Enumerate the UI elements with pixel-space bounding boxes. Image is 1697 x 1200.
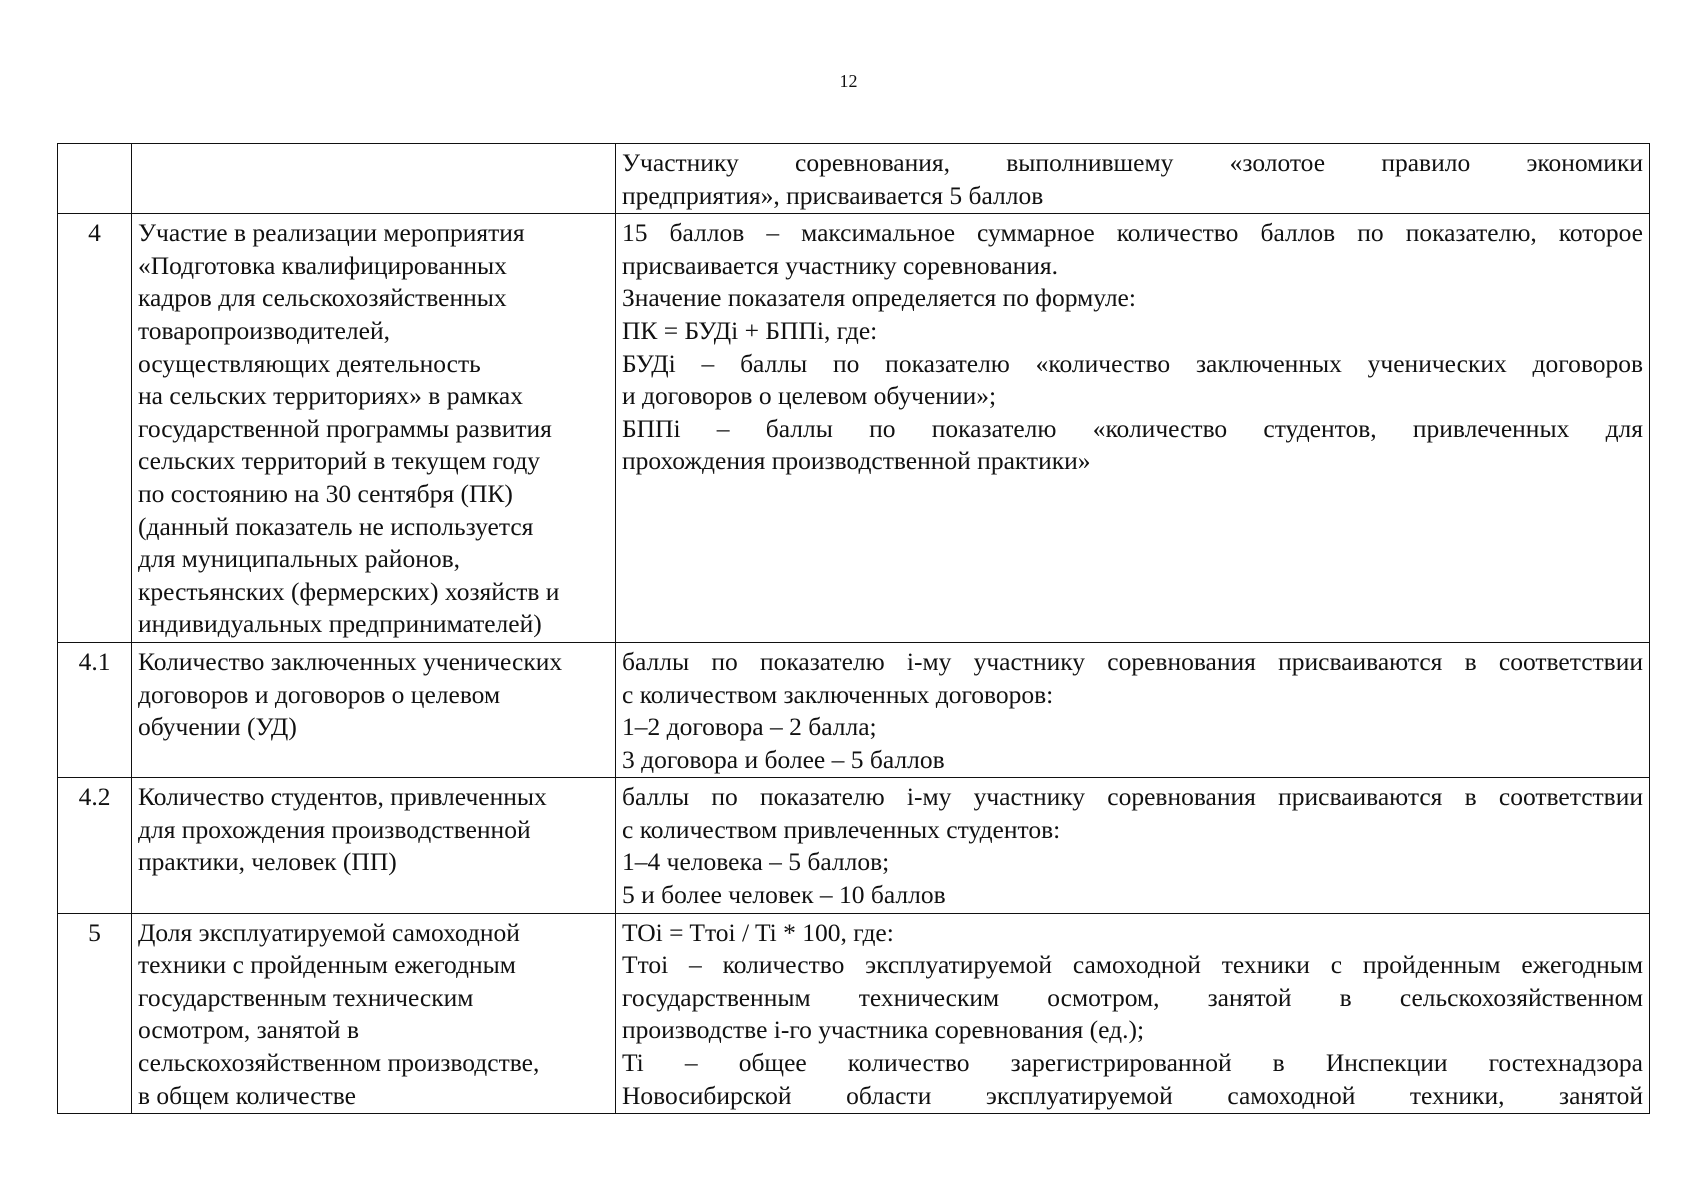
- indicator-name-line: государственной программы развития: [138, 413, 552, 443]
- table-row: [58, 214, 1650, 643]
- indicator-name-line: кадров для сельскохозяйственных: [138, 283, 507, 313]
- indicator-name-cell: [132, 144, 616, 214]
- indicator-name-line: договоров и договоров о целевом: [138, 679, 501, 709]
- row-number-cell: 5: [58, 913, 132, 1114]
- scoring-description-line: Новосибирской области эксплуатируемой самоходной техники, занятой: [622, 1080, 1643, 1110]
- scoring-description-line: 3 договора и более – 5 баллов: [622, 744, 945, 774]
- scoring-description-line: БУДi – баллы по показателю «количество заключенных ученических договоров: [622, 348, 1643, 378]
- scoring-description-line: государственным техническим осмотром, занятой в сельскохозяйственном: [622, 982, 1643, 1012]
- page-number: 12: [839, 71, 858, 91]
- scoring-description-line: 1–2 договора – 2 балла;: [622, 712, 877, 742]
- scoring-description-line: Tтоi – количество эксплуатируемой самоходной техники с пройденным ежегодным: [622, 950, 1643, 980]
- scoring-description-line: производстве i-го участника соревнования (ед.);: [622, 1015, 1145, 1045]
- scoring-description-cell: [616, 642, 1650, 777]
- table-row: [58, 913, 1650, 1114]
- indicator-name-line: сельскохозяйственном производстве,: [138, 1048, 540, 1078]
- indicator-name-cell: [132, 214, 616, 643]
- scoring-description-line: БППi – баллы по показателю «количество студентов, привлеченных для: [622, 413, 1643, 443]
- indicator-name-cell: [132, 913, 616, 1114]
- scoring-description-cell: [616, 778, 1650, 913]
- indicator-name-line: практики, человек (ПП): [138, 847, 397, 877]
- indicator-name-line: крестьянских (фермерских) хозяйств и: [138, 576, 560, 606]
- indicator-name-line: осуществляющих деятельность: [138, 348, 481, 378]
- scoring-description-line: баллы по показателю i-му участнику соревнования присваиваются в соответствии: [622, 782, 1643, 812]
- indicator-name-line: Доля эксплуатируемой самоходной: [138, 917, 520, 947]
- indicator-name-line: на сельских территориях» в рамках: [138, 381, 523, 411]
- indicator-name-line: государственным техническим: [138, 982, 474, 1012]
- indicator-name-line: для прохождения производственной: [138, 814, 531, 844]
- scoring-description-line: предприятия», присваивается 5 баллов: [622, 180, 1044, 210]
- indicator-name-line: Количество студентов, привлеченных: [138, 782, 547, 812]
- indicator-name-cell: [132, 642, 616, 777]
- scoring-description-line: Ti – общее количество зарегистрированной в Инспекции гостехнадзора: [622, 1048, 1643, 1078]
- indicator-name-line: осмотром, занятой в: [138, 1015, 359, 1045]
- row-number-cell: 4.2: [58, 778, 132, 913]
- scoring-description-cell: [616, 214, 1650, 643]
- indicator-name-cell: [132, 778, 616, 913]
- scoring-description-line: Значение показателя определяется по формуле:: [622, 283, 1136, 313]
- indicator-name-line: товаропроизводителей,: [138, 315, 390, 345]
- scoring-description-line: 15 баллов – максимальное суммарное количество баллов по показателю, которое: [622, 218, 1643, 248]
- scoring-description-line: с количеством привлеченных студентов:: [622, 814, 1061, 844]
- row-number-cell: 4: [58, 214, 132, 643]
- table-row: [58, 642, 1650, 777]
- scoring-description-line: 5 и более человек – 10 баллов: [622, 880, 946, 910]
- table-row: [58, 778, 1650, 913]
- indicator-name-line: «Подготовка квалифицированных: [138, 250, 507, 280]
- scoring-description-line: ПК = БУДi + БППi, где:: [622, 315, 878, 345]
- scoring-description-line: прохождения производственной практики»: [622, 446, 1091, 476]
- row-number-cell: 4.1: [58, 642, 132, 777]
- scoring-description-line: баллы по показателю i-му участнику соревнования присваиваются в соответствии: [622, 646, 1643, 676]
- criteria-table: [57, 143, 1650, 1114]
- indicator-name-line: Участие в реализации мероприятия: [138, 218, 525, 248]
- scoring-description-line: 1–4 человека – 5 баллов;: [622, 847, 890, 877]
- scoring-description-line: ТОi = Tтоi / Ti * 100, где:: [622, 917, 894, 947]
- scoring-description-line: Участнику соревнования, выполнившему «золотое правило экономики: [622, 148, 1643, 177]
- indicator-name-line: техники с пройденным ежегодным: [138, 950, 516, 980]
- indicator-name-line: (данный показатель не используется: [138, 511, 534, 541]
- indicator-name-line: сельских территорий в текущем году: [138, 446, 541, 476]
- row-number-cell: [58, 144, 132, 214]
- indicator-name-line: для муниципальных районов,: [138, 544, 460, 574]
- scoring-description-cell: [616, 913, 1650, 1114]
- scoring-description-line: с количеством заключенных договоров:: [622, 679, 1054, 709]
- scoring-description-line: и договоров о целевом обучении»;: [622, 381, 997, 411]
- scoring-description-cell: [616, 144, 1650, 214]
- indicator-name-line: в общем количестве: [138, 1080, 356, 1110]
- indicator-name-line: по состоянию на 30 сентября (ПК): [138, 478, 513, 508]
- table-row: [58, 144, 1650, 214]
- table-body: [58, 144, 1650, 1114]
- indicator-name-line: индивидуальных предпринимателей): [138, 609, 542, 639]
- indicator-name-line: Количество заключенных ученических: [138, 646, 563, 676]
- scoring-description-line: присваивается участнику соревнования.: [622, 250, 1059, 280]
- indicator-name-line: обучении (УД): [138, 712, 297, 742]
